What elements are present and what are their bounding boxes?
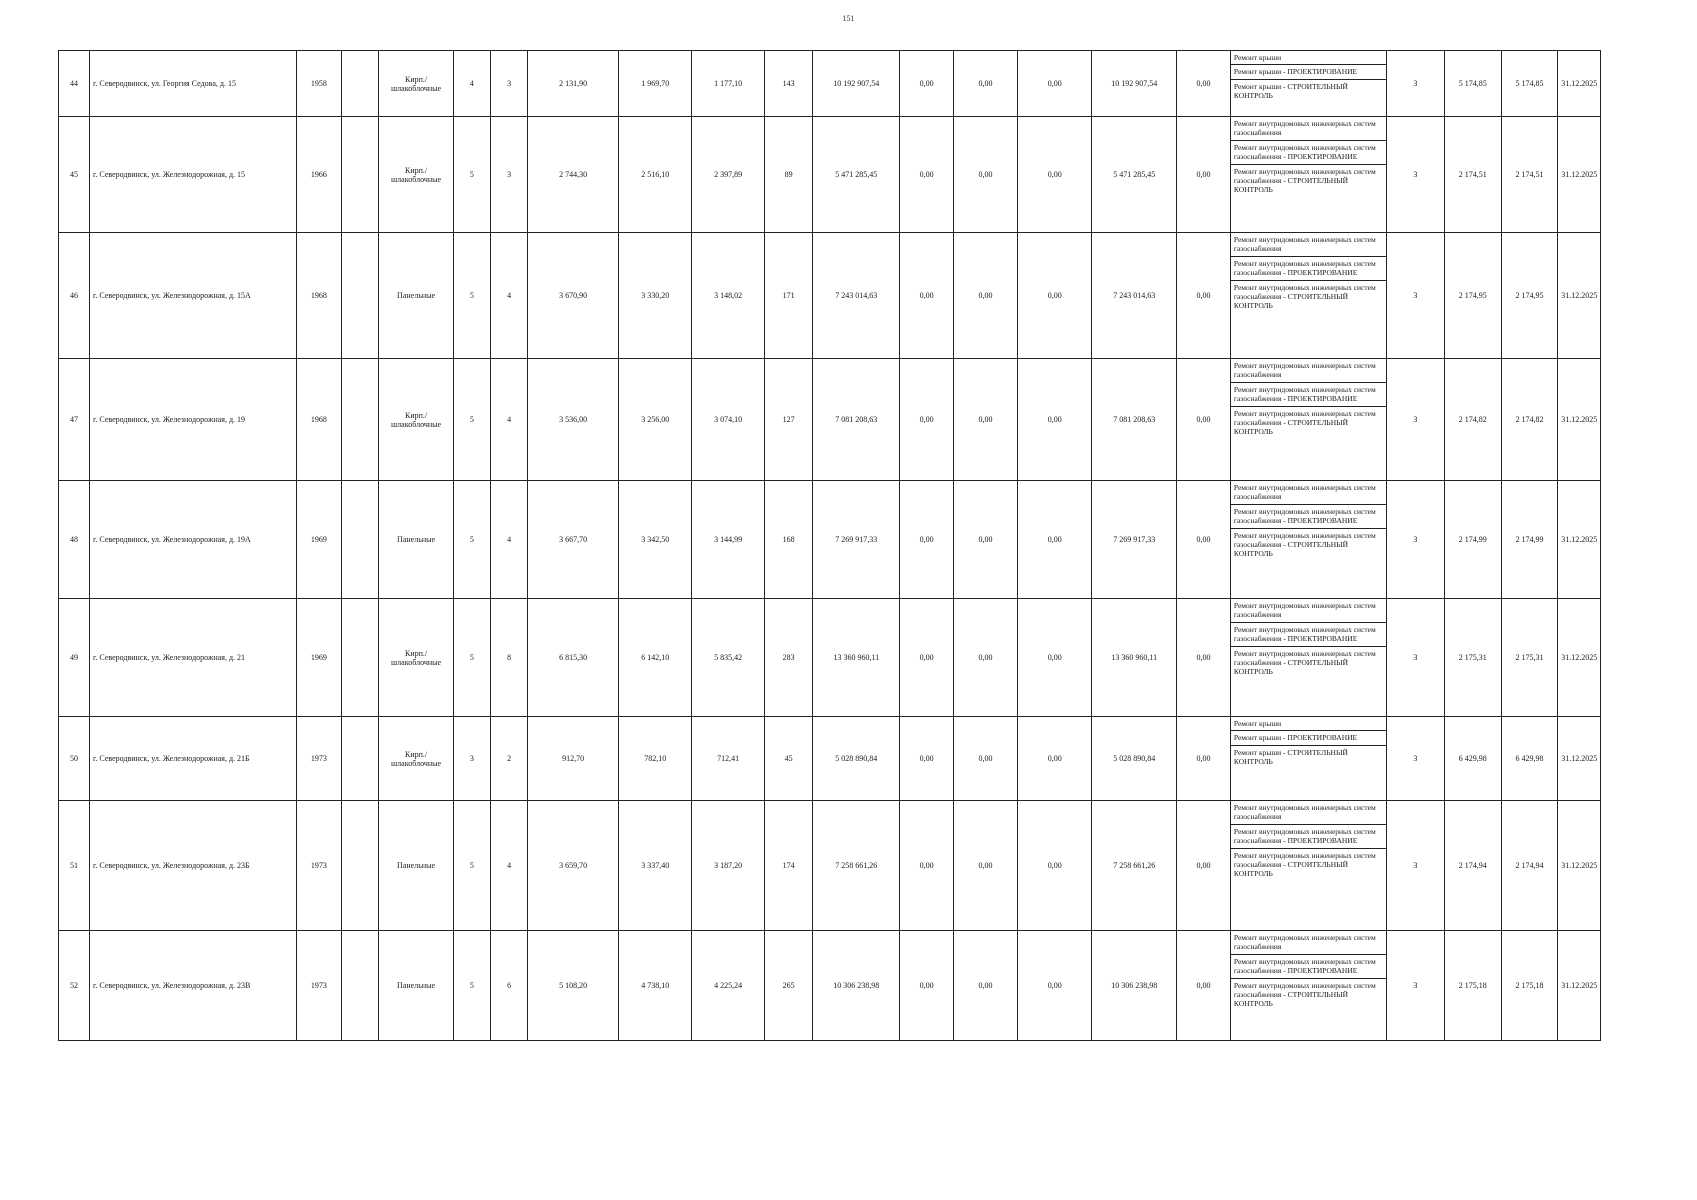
deadline-cell: 31.12.2025 (1558, 51, 1601, 117)
floors-cell: 5 (453, 931, 490, 1041)
owner-funds-cell: 13 360 960,11 (1092, 599, 1177, 717)
address-cell: г. Северодвинск, ул. Георгия Седова, д. 15 (90, 51, 297, 117)
limit-cost-cell: 2 174,51 (1501, 117, 1558, 233)
funding-4-cell: 0,00 (1177, 359, 1231, 481)
work-item (1231, 233, 1386, 257)
floors-cell: 5 (453, 233, 490, 359)
funding-2-cell: 0,00 (953, 801, 1017, 931)
blank-cell (342, 481, 379, 599)
work-item-label: Ремонт крыши - СТРОИТЕЛЬНЫЙ КОНТРОЛЬ (1233, 747, 1348, 767)
work-item (1231, 599, 1386, 623)
stage-cell: 3 (1386, 117, 1444, 233)
works-cell (1230, 801, 1386, 931)
total-cost-cell: 10 192 907,54 (813, 51, 900, 117)
works-list (1231, 801, 1386, 881)
address-cell: г. Северодвинск, ул. Железнодорожная, д. 21Б (90, 717, 297, 801)
stage-cell: 3 (1386, 359, 1444, 481)
funding-4-cell: 0,00 (1177, 801, 1231, 931)
works-cell (1230, 117, 1386, 233)
residents-cell: 127 (764, 359, 813, 481)
owner-funds-cell: 7 258 661,26 (1092, 801, 1177, 931)
entrances-cell: 4 (490, 233, 527, 359)
floors-cell: 5 (453, 117, 490, 233)
work-item (1231, 281, 1386, 313)
residential-area-cell: 3 144,99 (692, 481, 764, 599)
works-cell (1230, 233, 1386, 359)
residents-cell: 174 (764, 801, 813, 931)
limit-cost-cell: 6 429,98 (1501, 717, 1558, 801)
funding-1-cell: 0,00 (900, 717, 954, 801)
year-cell: 1968 (296, 233, 341, 359)
funding-2-cell: 0,00 (953, 481, 1017, 599)
work-item (1231, 849, 1386, 881)
residents-cell: 45 (764, 717, 813, 801)
work-item (1231, 979, 1386, 1011)
deadline-cell: 31.12.2025 (1558, 359, 1601, 481)
deadline-cell: 31.12.2025 (1558, 117, 1601, 233)
unit-cost-cell: 2 174,95 (1444, 233, 1501, 359)
work-item (1231, 165, 1386, 197)
funding-3-cell: 0,00 (1018, 481, 1092, 599)
work-item-label: Ремонт внутридомовых инженерных систем газоснабжения - СТРОИТЕЛЬНЫЙ КОНТРОЛЬ (1233, 648, 1376, 677)
work-item-label: Ремонт внутридомовых инженерных систем газоснабжения (1233, 803, 1376, 822)
stage-cell: 3 (1386, 801, 1444, 931)
work-item-label: Ремонт внутридомовых инженерных систем газоснабжения (1233, 483, 1376, 502)
works-list (1231, 481, 1386, 561)
entrances-cell: 3 (490, 51, 527, 117)
deadline-cell: 31.12.2025 (1558, 233, 1601, 359)
wall-material-cell: Панельные (379, 233, 453, 359)
premises-area-cell: 782,10 (619, 717, 692, 801)
total-cost-cell: 7 243 014,63 (813, 233, 900, 359)
work-item-label: Ремонт внутридомовых инженерных систем газоснабжения - СТРОИТЕЛЬНЫЙ КОНТРОЛЬ (1233, 282, 1376, 311)
residents-cell: 89 (764, 117, 813, 233)
works-cell (1230, 51, 1386, 117)
work-item (1231, 955, 1386, 979)
unit-cost-cell: 2 174,99 (1444, 481, 1501, 599)
table-row (59, 717, 1601, 801)
residents-cell: 283 (764, 599, 813, 717)
work-item (1231, 481, 1386, 505)
address-cell: г. Северодвинск, ул. Железнодорожная, д. 23В (90, 931, 297, 1041)
limit-cost-cell: 2 174,94 (1501, 801, 1558, 931)
premises-area-cell: 3 337,40 (619, 801, 692, 931)
work-item-label: Ремонт внутридомовых инженерных систем газоснабжения - СТРОИТЕЛЬНЫЙ КОНТРОЛЬ (1233, 408, 1376, 437)
residential-area-cell: 3 187,20 (692, 801, 764, 931)
work-item-label: Ремонт внутридомовых инженерных систем газоснабжения (1233, 601, 1376, 620)
works-list (1231, 599, 1386, 679)
funding-3-cell: 0,00 (1018, 801, 1092, 931)
work-item (1231, 647, 1386, 679)
total-area-cell: 6 815,30 (528, 599, 619, 717)
row-number: 48 (59, 481, 90, 599)
floors-cell: 5 (453, 481, 490, 599)
work-item (1231, 731, 1386, 745)
works-cell (1230, 481, 1386, 599)
table-row (59, 51, 1601, 117)
limit-cost-cell: 2 174,82 (1501, 359, 1558, 481)
works-cell (1230, 931, 1386, 1041)
works-list (1231, 117, 1386, 197)
work-item-label: Ремонт внутридомовых инженерных систем газоснабжения (1233, 933, 1376, 952)
funding-1-cell: 0,00 (900, 359, 954, 481)
funding-1-cell: 0,00 (900, 599, 954, 717)
wall-material-cell: Панельные (379, 481, 453, 599)
funding-3-cell: 0,00 (1018, 931, 1092, 1041)
unit-cost-cell: 2 175,31 (1444, 599, 1501, 717)
total-area-cell: 3 659,70 (528, 801, 619, 931)
work-item-label: Ремонт крыши (1233, 719, 1282, 728)
blank-cell (342, 233, 379, 359)
wall-material-cell: Панельные (379, 931, 453, 1041)
wall-material-cell: Кирп./ шлакоблочные (379, 599, 453, 717)
floors-cell: 3 (453, 717, 490, 801)
residential-area-cell: 5 835,42 (692, 599, 764, 717)
work-item-label: Ремонт крыши - ПРОЕКТИРОВАНИЕ (1233, 733, 1358, 743)
work-item-label: Ремонт внутридомовых инженерных систем газоснабжения - ПРОЕКТИРОВАНИЕ (1233, 826, 1376, 846)
work-item (1231, 746, 1386, 769)
floors-cell: 5 (453, 801, 490, 931)
row-number: 44 (59, 51, 90, 117)
residential-area-cell: 2 397,89 (692, 117, 764, 233)
housing-repair-table (58, 50, 1601, 1041)
work-item (1231, 407, 1386, 439)
work-item-label: Ремонт внутридомовых инженерных систем газоснабжения - ПРОЕКТИРОВАНИЕ (1233, 258, 1376, 278)
address-cell: г. Северодвинск, ул. Железнодорожная, д. 15А (90, 233, 297, 359)
unit-cost-cell: 5 174,85 (1444, 51, 1501, 117)
address-cell: г. Северодвинск, ул. Железнодорожная, д. 21 (90, 599, 297, 717)
deadline-cell: 31.12.2025 (1558, 481, 1601, 599)
table-row (59, 117, 1601, 233)
owner-funds-cell: 7 243 014,63 (1092, 233, 1177, 359)
limit-cost-cell: 2 174,99 (1501, 481, 1558, 599)
wall-material-cell: Кирп./ шлакоблочные (379, 717, 453, 801)
residents-cell: 143 (764, 51, 813, 117)
year-cell: 1973 (296, 931, 341, 1041)
owner-funds-cell: 7 269 917,33 (1092, 481, 1177, 599)
premises-area-cell: 3 330,20 (619, 233, 692, 359)
work-item (1231, 117, 1386, 141)
work-item-label: Ремонт внутридомовых инженерных систем газоснабжения (1233, 235, 1376, 254)
funding-4-cell: 0,00 (1177, 117, 1231, 233)
work-item (1231, 623, 1386, 647)
funding-4-cell: 0,00 (1177, 717, 1231, 801)
table-row (59, 233, 1601, 359)
year-cell: 1973 (296, 801, 341, 931)
stage-cell: 3 (1386, 233, 1444, 359)
premises-area-cell: 3 256,00 (619, 359, 692, 481)
work-item (1231, 505, 1386, 529)
limit-cost-cell: 5 174,85 (1501, 51, 1558, 117)
work-item-label: Ремонт внутридомовых инженерных систем газоснабжения - ПРОЕКТИРОВАНИЕ (1233, 142, 1376, 162)
works-list (1231, 233, 1386, 313)
funding-2-cell: 0,00 (953, 51, 1017, 117)
total-area-cell: 2 131,90 (528, 51, 619, 117)
total-area-cell: 2 744,30 (528, 117, 619, 233)
total-area-cell: 3 667,70 (528, 481, 619, 599)
address-cell: г. Северодвинск, ул. Железнодорожная, д. 15 (90, 117, 297, 233)
entrances-cell: 8 (490, 599, 527, 717)
unit-cost-cell: 2 174,82 (1444, 359, 1501, 481)
work-item-label: Ремонт внутридомовых инженерных систем газоснабжения (1233, 361, 1376, 380)
floors-cell: 5 (453, 359, 490, 481)
year-cell: 1958 (296, 51, 341, 117)
work-item (1231, 257, 1386, 281)
funding-3-cell: 0,00 (1018, 599, 1092, 717)
total-cost-cell: 10 306 238,98 (813, 931, 900, 1041)
year-cell: 1966 (296, 117, 341, 233)
residential-area-cell: 712,41 (692, 717, 764, 801)
unit-cost-cell: 2 175,18 (1444, 931, 1501, 1041)
blank-cell (342, 599, 379, 717)
work-item-label: Ремонт внутридомовых инженерных систем газоснабжения - СТРОИТЕЛЬНЫЙ КОНТРОЛЬ (1233, 980, 1376, 1009)
funding-4-cell: 0,00 (1177, 233, 1231, 359)
work-item-label: Ремонт внутридомовых инженерных систем газоснабжения - СТРОИТЕЛЬНЫЙ КОНТРОЛЬ (1233, 850, 1376, 879)
total-cost-cell: 13 360 960,11 (813, 599, 900, 717)
table-row (59, 359, 1601, 481)
stage-cell: 3 (1386, 481, 1444, 599)
work-item (1231, 65, 1386, 79)
owner-funds-cell: 10 306 238,98 (1092, 931, 1177, 1041)
funding-1-cell: 0,00 (900, 481, 954, 599)
funding-1-cell: 0,00 (900, 233, 954, 359)
funding-1-cell: 0,00 (900, 931, 954, 1041)
works-cell (1230, 359, 1386, 481)
unit-cost-cell: 2 174,51 (1444, 117, 1501, 233)
funding-2-cell: 0,00 (953, 931, 1017, 1041)
work-item (1231, 717, 1386, 731)
work-item-label: Ремонт крыши (1233, 53, 1282, 62)
total-area-cell: 3 670,90 (528, 233, 619, 359)
owner-funds-cell: 5 028 890,84 (1092, 717, 1177, 801)
total-cost-cell: 7 258 661,26 (813, 801, 900, 931)
total-area-cell: 5 108,20 (528, 931, 619, 1041)
limit-cost-cell: 2 175,18 (1501, 931, 1558, 1041)
funding-3-cell: 0,00 (1018, 51, 1092, 117)
entrances-cell: 6 (490, 931, 527, 1041)
deadline-cell: 31.12.2025 (1558, 599, 1601, 717)
table-row (59, 481, 1601, 599)
owner-funds-cell: 10 192 907,54 (1092, 51, 1177, 117)
row-number: 46 (59, 233, 90, 359)
work-item (1231, 931, 1386, 955)
funding-1-cell: 0,00 (900, 117, 954, 233)
funding-4-cell: 0,00 (1177, 599, 1231, 717)
row-number: 45 (59, 117, 90, 233)
work-item (1231, 801, 1386, 825)
funding-2-cell: 0,00 (953, 599, 1017, 717)
funding-2-cell: 0,00 (953, 117, 1017, 233)
entrances-cell: 4 (490, 359, 527, 481)
floors-cell: 5 (453, 599, 490, 717)
funding-1-cell: 0,00 (900, 801, 954, 931)
limit-cost-cell: 2 174,95 (1501, 233, 1558, 359)
work-item-label: Ремонт внутридомовых инженерных систем газоснабжения - ПРОЕКТИРОВАНИЕ (1233, 956, 1376, 976)
blank-cell (342, 51, 379, 117)
premises-area-cell: 6 142,10 (619, 599, 692, 717)
address-cell: г. Северодвинск, ул. Железнодорожная, д. 23Б (90, 801, 297, 931)
residential-area-cell: 4 225,24 (692, 931, 764, 1041)
floors-cell: 4 (453, 51, 490, 117)
blank-cell (342, 717, 379, 801)
funding-3-cell: 0,00 (1018, 117, 1092, 233)
stage-cell: 3 (1386, 51, 1444, 117)
funding-2-cell: 0,00 (953, 359, 1017, 481)
work-item-label: Ремонт внутридомовых инженерных систем газоснабжения - ПРОЕКТИРОВАНИЕ (1233, 384, 1376, 404)
row-number: 49 (59, 599, 90, 717)
entrances-cell: 4 (490, 481, 527, 599)
work-item (1231, 529, 1386, 561)
deadline-cell: 31.12.2025 (1558, 931, 1601, 1041)
funding-3-cell: 0,00 (1018, 359, 1092, 481)
owner-funds-cell: 7 081 208,63 (1092, 359, 1177, 481)
row-number: 47 (59, 359, 90, 481)
total-cost-cell: 7 269 917,33 (813, 481, 900, 599)
address-cell: г. Северодвинск, ул. Железнодорожная, д. 19А (90, 481, 297, 599)
work-item-label: Ремонт внутридомовых инженерных систем газоснабжения - ПРОЕКТИРОВАНИЕ (1233, 506, 1376, 526)
work-item (1231, 80, 1386, 103)
unit-cost-cell: 2 174,94 (1444, 801, 1501, 931)
funding-4-cell: 0,00 (1177, 931, 1231, 1041)
residential-area-cell: 3 148,02 (692, 233, 764, 359)
stage-cell: 3 (1386, 599, 1444, 717)
wall-material-cell: Кирп./ шлакоблочные (379, 359, 453, 481)
works-cell (1230, 599, 1386, 717)
unit-cost-cell: 6 429,98 (1444, 717, 1501, 801)
funding-1-cell: 0,00 (900, 51, 954, 117)
work-item-label: Ремонт внутридомовых инженерных систем газоснабжения - СТРОИТЕЛЬНЫЙ КОНТРОЛЬ (1233, 166, 1376, 195)
limit-cost-cell: 2 175,31 (1501, 599, 1558, 717)
funding-3-cell: 0,00 (1018, 717, 1092, 801)
page-number: 151 (842, 14, 855, 23)
stage-cell: 3 (1386, 717, 1444, 801)
wall-material-cell: Панельные (379, 801, 453, 931)
premises-area-cell: 3 342,50 (619, 481, 692, 599)
year-cell: 1969 (296, 481, 341, 599)
works-list (1231, 51, 1386, 103)
row-number: 52 (59, 931, 90, 1041)
residential-area-cell: 3 074,10 (692, 359, 764, 481)
funding-4-cell: 0,00 (1177, 481, 1231, 599)
total-cost-cell: 7 081 208,63 (813, 359, 900, 481)
work-item-label: Ремонт внутридомовых инженерных систем газоснабжения - ПРОЕКТИРОВАНИЕ (1233, 624, 1376, 644)
work-item-label: Ремонт крыши - СТРОИТЕЛЬНЫЙ КОНТРОЛЬ (1233, 81, 1348, 101)
blank-cell (342, 931, 379, 1041)
wall-material-cell: Кирп./ шлакоблочные (379, 117, 453, 233)
entrances-cell: 4 (490, 801, 527, 931)
total-cost-cell: 5 471 285,45 (813, 117, 900, 233)
work-item (1231, 383, 1386, 407)
year-cell: 1969 (296, 599, 341, 717)
residents-cell: 265 (764, 931, 813, 1041)
total-area-cell: 3 536,00 (528, 359, 619, 481)
deadline-cell: 31.12.2025 (1558, 717, 1601, 801)
works-list (1231, 359, 1386, 439)
premises-area-cell: 2 516,10 (619, 117, 692, 233)
blank-cell (342, 359, 379, 481)
total-area-cell: 912,70 (528, 717, 619, 801)
table-row (59, 599, 1601, 717)
funding-3-cell: 0,00 (1018, 233, 1092, 359)
work-item (1231, 141, 1386, 165)
premises-area-cell: 1 969,70 (619, 51, 692, 117)
works-cell (1230, 717, 1386, 801)
blank-cell (342, 801, 379, 931)
work-item-label: Ремонт внутридомовых инженерных систем газоснабжения - СТРОИТЕЛЬНЫЙ КОНТРОЛЬ (1233, 530, 1376, 559)
wall-material-cell: Кирп./ шлакоблочные (379, 51, 453, 117)
stage-cell: 3 (1386, 931, 1444, 1041)
work-item-label: Ремонт внутридомовых инженерных систем газоснабжения (1233, 119, 1376, 138)
row-number: 51 (59, 801, 90, 931)
funding-4-cell: 0,00 (1177, 51, 1231, 117)
funding-2-cell: 0,00 (953, 233, 1017, 359)
table-row (59, 931, 1601, 1041)
address-cell: г. Северодвинск, ул. Железнодорожная, д. 19 (90, 359, 297, 481)
total-cost-cell: 5 028 890,84 (813, 717, 900, 801)
year-cell: 1973 (296, 717, 341, 801)
owner-funds-cell: 5 471 285,45 (1092, 117, 1177, 233)
table-row (59, 801, 1601, 931)
blank-cell (342, 117, 379, 233)
entrances-cell: 2 (490, 717, 527, 801)
premises-area-cell: 4 738,10 (619, 931, 692, 1041)
entrances-cell: 3 (490, 117, 527, 233)
residential-area-cell: 1 177,10 (692, 51, 764, 117)
residents-cell: 171 (764, 233, 813, 359)
works-list (1231, 931, 1386, 1011)
works-list (1231, 717, 1386, 769)
funding-2-cell: 0,00 (953, 717, 1017, 801)
year-cell: 1968 (296, 359, 341, 481)
deadline-cell: 31.12.2025 (1558, 801, 1601, 931)
work-item (1231, 359, 1386, 383)
work-item-label: Ремонт крыши - ПРОЕКТИРОВАНИЕ (1233, 67, 1358, 77)
work-item (1231, 51, 1386, 65)
row-number: 50 (59, 717, 90, 801)
residents-cell: 168 (764, 481, 813, 599)
work-item (1231, 825, 1386, 849)
